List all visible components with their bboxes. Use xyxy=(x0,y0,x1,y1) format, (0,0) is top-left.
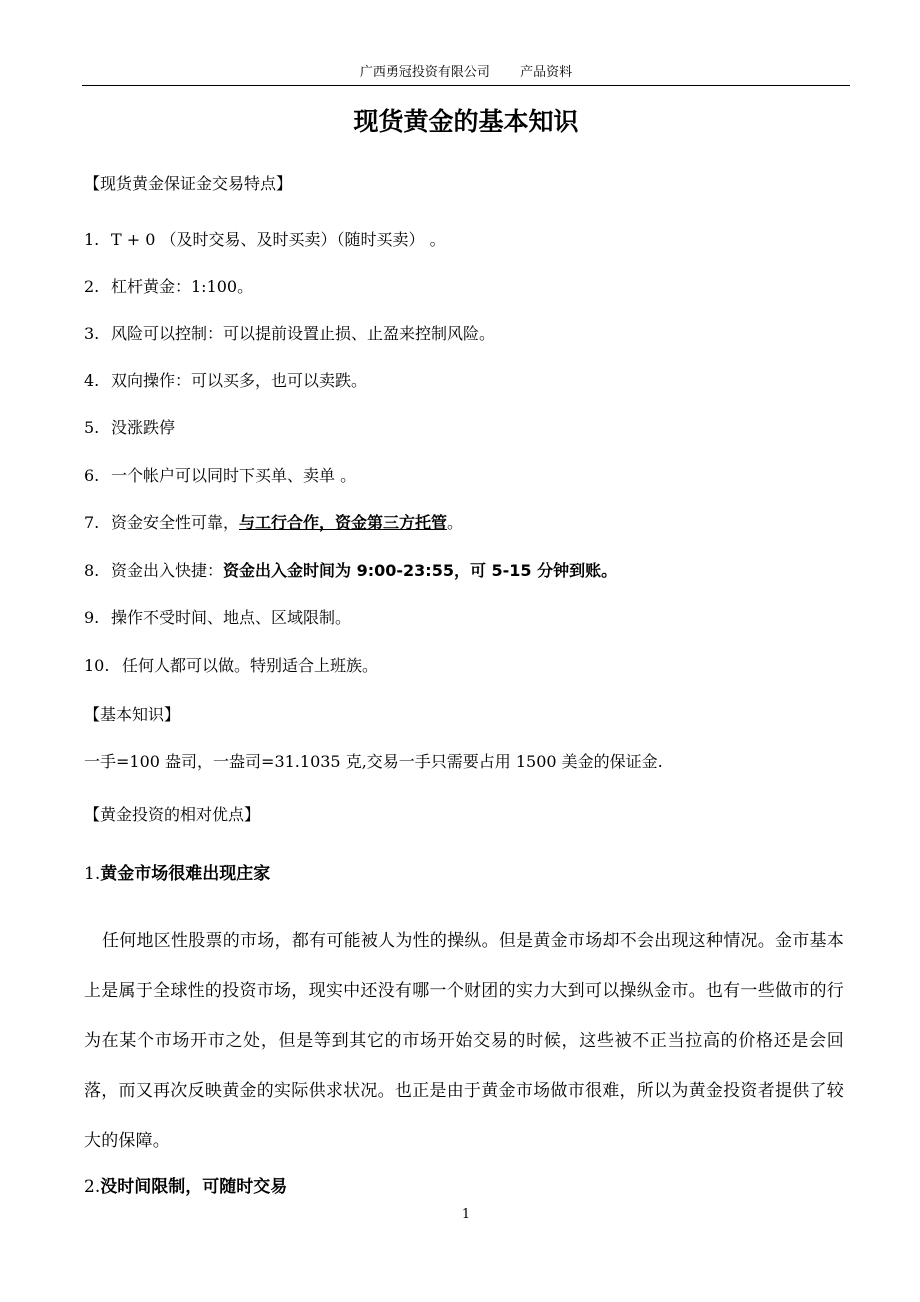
advantages-heading: 【黄金投资的相对优点】 xyxy=(84,805,261,824)
feature-item-4 xyxy=(84,369,367,393)
features-heading: 【现货黄金保证金交易特点】 xyxy=(84,174,293,193)
header-organization: 广西勇冠投资有限公司 xyxy=(359,65,490,80)
feature-text: 任何人都可以做。特别适合上班族。 xyxy=(122,656,379,675)
feature-number: 1. xyxy=(84,230,100,249)
feature-emphasis: 与工行合作，资金第三方托管 xyxy=(239,513,448,532)
advantage-title: 没时间限制，可随时交易 xyxy=(100,1177,288,1197)
advantage-title-2 xyxy=(84,1175,287,1199)
header-divider xyxy=(82,85,850,86)
feature-suffix: 。 xyxy=(447,513,464,532)
feature-text: 资金出入快捷： xyxy=(111,561,224,580)
feature-text: 双向操作：可以买多，也可以卖跌。 xyxy=(111,371,368,390)
feature-item-7 xyxy=(84,511,463,535)
basics-text: 一手=100 盎司，一盎司=31.1035 克,交易一手只需要占用 1500 美金的保证金. xyxy=(84,752,663,771)
feature-item-10 xyxy=(84,654,378,678)
feature-number: 7. xyxy=(84,513,100,532)
advantage-number: 2. xyxy=(84,1177,101,1197)
feature-item-3 xyxy=(84,322,495,346)
feature-text: T + 0 （及时交易、及时买卖）（随时买卖） 。 xyxy=(111,230,446,249)
document-title: 现货黄金的基本知识 xyxy=(353,107,579,136)
advantage-title: 黄金市场很难出现庄家 xyxy=(100,864,271,884)
page-number: 1 xyxy=(461,1207,471,1222)
feature-number: 2. xyxy=(84,277,100,296)
feature-number: 9. xyxy=(84,608,100,627)
basics-heading: 【基本知识】 xyxy=(84,705,181,724)
feature-number: 6. xyxy=(84,466,100,485)
feature-text: 风险可以控制：可以提前设置止损、止盈来控制风险。 xyxy=(111,324,496,343)
feature-text: 杠杆黄金：1:100。 xyxy=(111,277,254,296)
feature-item-6 xyxy=(84,464,356,488)
feature-item-9 xyxy=(84,606,351,630)
advantage-body-1: 任何地区性股票的市场，都有可能被人为性的操纵。但是黄金市场却不会出现这种情况。金市基本上是属于全球性的投资市场，现实中还没有哪一个财团的实力大到可以操纵金市。也有一些做市的行为在某个市场开市之处，但是等到其它的市场开始交易的时候，这些被不正当拉高的价格还是会回落，而又再次反映黄金的实际供求状况。也正是由于黄金市场做市很难，所以为黄金投资者提供了较大的保障。 xyxy=(84,931,844,1151)
feature-number: 10. xyxy=(84,656,110,675)
feature-text: 资金安全性可靠， xyxy=(111,513,240,532)
feature-number: 5. xyxy=(84,418,100,437)
advantage-title-1 xyxy=(84,862,270,886)
feature-item-2 xyxy=(84,275,253,299)
feature-number: 4. xyxy=(84,371,100,390)
feature-item-5 xyxy=(84,416,175,440)
feature-emphasis: 资金出入金时间为 9:00-23:55，可 5-15 分钟到账。 xyxy=(223,561,618,580)
feature-number: 8. xyxy=(84,561,100,580)
page-header xyxy=(82,64,850,82)
feature-text: 一个帐户可以同时下买单、卖单 。 xyxy=(111,466,357,485)
feature-text: 操作不受时间、地点、区域限制。 xyxy=(111,608,352,627)
feature-text: 没涨跌停 xyxy=(111,418,176,437)
feature-item-1 xyxy=(84,228,446,252)
advantage-number: 1. xyxy=(84,864,101,884)
header-label: 产品资料 xyxy=(520,65,573,80)
feature-item-8 xyxy=(84,559,617,583)
feature-number: 3. xyxy=(84,324,100,343)
